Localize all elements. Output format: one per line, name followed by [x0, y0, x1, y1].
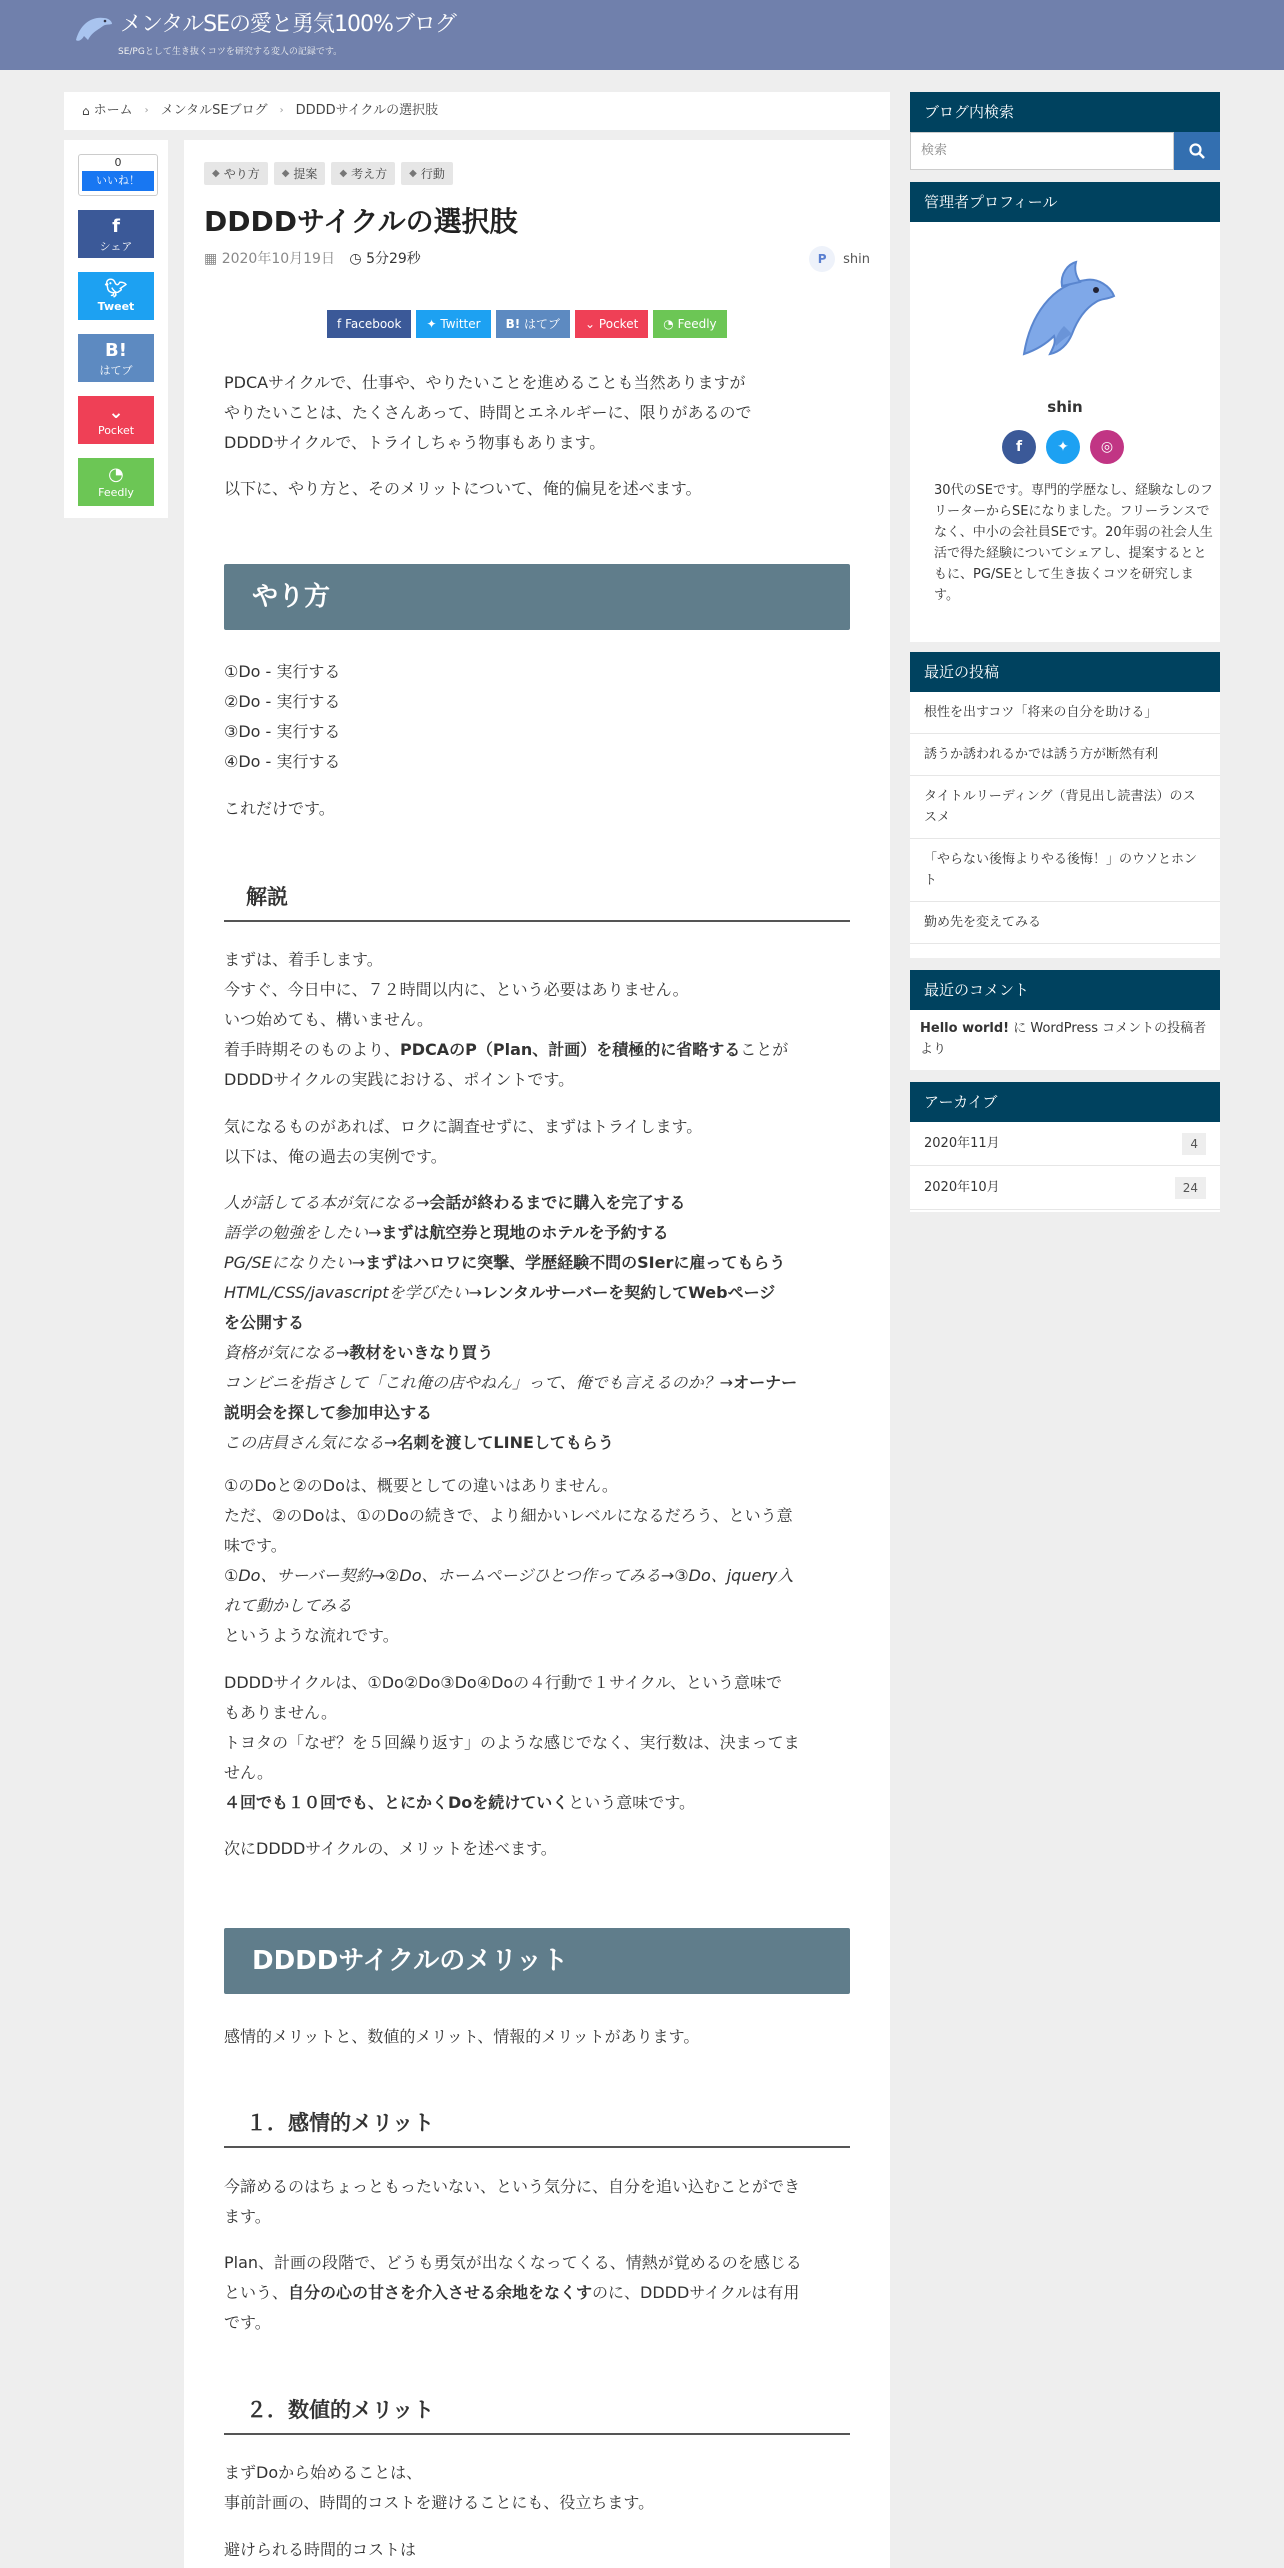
step-item: ③Do - 実行する	[224, 722, 341, 741]
heading-method: やり方	[224, 564, 850, 630]
text-line: 今すぐ、今日中に、７２時間以内に、という必要はありません。	[224, 980, 689, 999]
archive-count: 24	[1175, 1177, 1206, 1199]
author-name: shin	[843, 251, 870, 267]
pocket-icon: ⌄	[585, 317, 596, 331]
calendar-icon: ▦	[204, 251, 218, 267]
site-header	[0, 0, 1284, 70]
site-title: メンタルSEの愛と勇気100%ブログ	[120, 12, 456, 37]
profile-image	[1010, 256, 1120, 360]
tag-item[interactable]	[274, 162, 326, 185]
feedly-share-button[interactable]	[78, 458, 154, 506]
archive-item[interactable]	[910, 1122, 1220, 1166]
like-widget[interactable]	[78, 154, 158, 196]
heading-numeric-merit: ２．数値的メリット	[224, 2387, 850, 2435]
tag-list	[204, 162, 453, 185]
author-avatar: P	[809, 246, 835, 272]
recent-post-link[interactable]: 「やらない後悔よりやる後悔！」のウソとホント	[910, 839, 1220, 902]
clock-icon: ◷	[349, 251, 362, 267]
profile-name: shin	[1047, 398, 1083, 416]
feedly-button[interactable]	[653, 310, 726, 338]
dolphin-avatar-icon	[1010, 256, 1120, 356]
twitter-icon: 🐦︎	[104, 278, 128, 299]
recent-comment-item	[910, 1010, 1220, 1068]
explain-paragraph	[224, 945, 854, 1095]
author-info[interactable]	[809, 246, 870, 272]
text-line: いつ始めても、構いません。	[224, 1010, 433, 1029]
archive-month: 2020年11月	[924, 1135, 1000, 1151]
recent-comments-title: 最近のコメント	[910, 970, 1220, 1010]
breadcrumb-current: DDDDサイクルの選択肢	[295, 103, 439, 118]
example-item: 人が話してる本が気になる→会話が終わるまでに購入を完了する	[224, 1193, 686, 1212]
archive-title: アーカイブ	[910, 1082, 1220, 1122]
rss-icon: ◔	[108, 464, 124, 485]
profile-description: 30代のSEです。専門的学歴なし、経験なしのフリーターからSEになりました。フリーランスでなく、中小の会社員SEです。20年弱の社会人生活で得た経験についてシェアし、提案するとともに、PG/SEとして生き抜くコツを研究します。	[934, 483, 1213, 603]
archive-item[interactable]	[910, 1166, 1220, 1210]
post-date: 2020年10月19日	[221, 251, 335, 267]
text-line: れて動かしてみる	[224, 1596, 353, 1615]
example-item: 資格が気になる→教材をいきなり買う	[224, 1343, 494, 1362]
intro-line: DDDDサイクルで、トライしちゃう物事もあります。	[224, 433, 606, 452]
twitter-share-button[interactable]	[78, 272, 154, 320]
article-meta	[204, 248, 421, 268]
cycle-paragraph	[224, 1668, 854, 1818]
pocket-share-label: Pocket	[97, 424, 135, 437]
facebook-share-button[interactable]	[78, 210, 154, 258]
tag-icon: ◆	[212, 168, 220, 179]
hatena-label: はてブ	[524, 317, 561, 331]
like-button[interactable]: いいね！	[82, 171, 154, 191]
intro-paragraph-2: 以下に、やり方と、そのメリットについて、俺的偏見を述べます。	[224, 479, 702, 498]
chevron-right-icon: ›	[279, 105, 284, 116]
search-input[interactable]: 検索	[910, 132, 1174, 170]
tag-icon: ◆	[339, 168, 348, 179]
recent-posts-title: 最近の投稿	[910, 652, 1220, 692]
numeric-paragraph-2: 避けられる時間的コストは	[224, 2540, 417, 2559]
intro-line: やりたいことは、たくさんあって、時間とエネルギーに、限りがあるので	[224, 403, 752, 422]
text-line: ①Do、サーバー契約→②Do、ホームページひとつ作ってみる→③Do、jquery入	[224, 1566, 794, 1585]
tag-item[interactable]	[331, 162, 395, 185]
text-line: というような流れです。	[224, 1626, 399, 1645]
text-line: 着手時期そのものより、PDCAのP（Plan、計画）を積極的に省略することが	[224, 1040, 789, 1059]
twitter-icon[interactable]: ✦	[1046, 430, 1080, 464]
text-line: 事前計画の、時間的コストを避けることにも、役立ちます。	[224, 2493, 655, 2512]
site-subtitle: SE/PGとして生き抜くコツを研究する変人の記録です。	[118, 47, 343, 57]
pocket-label: Pocket	[598, 317, 639, 331]
intro-line: PDCAサイクルで、仕事や、やりたいことを進めることも当然ありますが	[224, 373, 746, 392]
text-line: 今諦めるのはちょっともったいない、という気分に、自分を追い込むことができ	[224, 2177, 801, 2196]
rss-icon: ◔	[663, 317, 674, 331]
example-item: PG/SEになりたい→まずはハロワに突撃、学歴経験不問のSIerに雇ってもらう	[224, 1253, 786, 1272]
twitter-icon: ✦	[426, 317, 437, 331]
facebook-button[interactable]	[327, 310, 411, 338]
tag-icon: ◆	[409, 168, 417, 179]
example-item: HTML/CSS/javascriptを学びたい→レンタルサーバーを契約してWebページ	[224, 1283, 776, 1302]
archive-month: 2020年10月	[924, 1179, 1000, 1195]
comment-post-link[interactable]: Hello world!	[920, 1021, 1010, 1036]
step-item: ④Do - 実行する	[224, 752, 341, 771]
hatena-share-label: はてブ	[99, 364, 133, 377]
example-item: 説明会を探して参加申込する	[224, 1403, 433, 1422]
profile-widget	[910, 182, 1220, 642]
sns-share-sidebar	[64, 140, 168, 518]
search-widget	[910, 92, 1220, 170]
explain-paragraph-2	[224, 1112, 854, 1172]
pocket-button[interactable]	[575, 310, 648, 338]
profile-widget-title: 管理者プロフィール	[910, 182, 1220, 222]
emotional-paragraph	[224, 2172, 854, 2232]
step-item: ①Do - 実行する	[224, 662, 341, 681]
dolphin-logo-icon	[70, 10, 114, 46]
feedly-label: Feedly	[677, 317, 717, 331]
text-line: 味です。	[224, 1536, 287, 1555]
text-line: Plan、計画の段階で、どうも勇気が出なくなってくる、情熱が覚めるのを感じる	[224, 2253, 802, 2272]
read-time: 5分29秒	[366, 251, 421, 267]
recent-post-link[interactable]: タイトルリーディング（背見出し読書法）のススメ	[910, 776, 1220, 839]
facebook-icon: f	[337, 317, 342, 331]
tag-item[interactable]	[401, 162, 453, 185]
tag-label: やり方	[223, 167, 260, 181]
archive-widget	[910, 1082, 1220, 1212]
article-title: DDDDサイクルの選択肢	[204, 205, 518, 238]
tag-icon: ◆	[281, 168, 290, 179]
comment-text: に WordPress コメントの投稿者 より	[920, 1021, 1207, 1057]
profile-social-links	[1002, 430, 1124, 464]
search-button[interactable]	[1174, 132, 1220, 170]
facebook-label: Facebook	[345, 317, 402, 331]
text-line: もありません。	[224, 1703, 337, 1722]
example-item: を公開する	[224, 1313, 305, 1332]
heading-emotional-merit: １．感情的メリット	[224, 2100, 850, 2148]
text-line: ①のDoと②のDoは、概要としての違いはありません。	[224, 1476, 618, 1495]
text-line: ４回でも１０回でも、とにかくDoを続けていくという意味です。	[224, 1793, 696, 1812]
share-buttons	[327, 310, 727, 338]
text-line: ます。	[224, 2207, 271, 2226]
do-explain-paragraph	[224, 1471, 854, 1651]
recent-post-link[interactable]: 誘うか誘われるかでは誘う方が断然有利	[910, 734, 1220, 776]
numeric-paragraph	[224, 2458, 854, 2518]
text-line: せん。	[224, 1763, 273, 1782]
twitter-label: Twitter	[440, 317, 481, 331]
archive-list	[910, 1122, 1220, 1210]
recent-comments-widget	[910, 970, 1220, 1070]
text-line: 気になるものがあれば、ロクに調査せずに、まずはトライします。	[224, 1117, 703, 1136]
text-line: です。	[224, 2313, 271, 2332]
example-item: 語学の勉強をしたい→まずは航空券と現地のホテルを予約する	[224, 1223, 669, 1242]
twitter-button[interactable]	[416, 310, 490, 338]
example-item: コンビニを指さして「これ俺の店やねん」って、俺でも言えるのか？→オーナー	[224, 1373, 798, 1392]
pocket-share-button[interactable]	[78, 396, 154, 444]
hatena-icon: B!	[105, 340, 127, 361]
hatena-button[interactable]	[496, 310, 570, 338]
feedly-share-label: Feedly	[98, 486, 134, 499]
recent-posts-widget	[910, 652, 1220, 958]
step-item: ②Do - 実行する	[224, 692, 341, 711]
facebook-icon: f	[112, 216, 120, 237]
tag-label: 考え方	[351, 167, 388, 181]
site-logo[interactable]	[70, 10, 456, 57]
tag-label: 提案	[293, 167, 318, 181]
emotional-paragraph-2	[224, 2248, 854, 2338]
breadcrumb	[64, 92, 890, 130]
twitter-share-label: Tweet	[97, 300, 135, 313]
facebook-share-label: シェア	[99, 240, 133, 253]
text-line: まずは、着手します。	[224, 950, 383, 969]
only-this-text: これだけです。	[224, 799, 335, 818]
heading-explain: 解説	[224, 874, 850, 922]
text-line: ただ、②のDoは、①のDoの続きで、より細かいレベルになるだろう、という意	[224, 1506, 793, 1525]
merit-intro: 感情的メリットと、数値的メリット、情報的メリットがあります。	[224, 2027, 700, 2046]
intro-paragraph	[224, 368, 854, 458]
text-line: トヨタの「なぜ？を５回繰り返す」のような感じでなく、実行数は、決まってま	[224, 1733, 800, 1752]
search-form	[910, 132, 1220, 170]
breadcrumb-home[interactable]: ホーム	[93, 103, 133, 118]
chevron-right-icon: ›	[144, 105, 149, 116]
facebook-icon[interactable]: f	[1002, 430, 1036, 464]
steps-list	[224, 657, 854, 777]
text-line: という、自分の心の甘さを介入させる余地をなくすのに、DDDDサイクルは有用	[224, 2283, 800, 2302]
recent-post-link[interactable]: 根性を出すコツ「将来の自分を助ける」	[910, 692, 1220, 734]
text-line: DDDDサイクルの実践における、ポイントです。	[224, 1070, 575, 1089]
breadcrumb-category[interactable]: メンタルSEブログ	[160, 103, 268, 118]
recent-posts-list	[910, 692, 1220, 944]
text-line: まずDoから始めることは、	[224, 2463, 423, 2482]
heading-merit: DDDDサイクルのメリット	[224, 1928, 850, 1994]
example-list	[224, 1188, 854, 1458]
text-line: 以下は、俺の過去の実例です。	[224, 1147, 447, 1166]
search-icon	[1188, 142, 1206, 160]
tag-item[interactable]	[204, 162, 268, 185]
hatena-share-button[interactable]	[78, 334, 154, 382]
example-item: この店員さん気になる→名刺を渡してLINEしてもらう	[224, 1433, 614, 1452]
pocket-icon: ⌄	[108, 402, 124, 423]
article	[184, 140, 890, 2568]
text-line: DDDDサイクルは、①Do②Do③Do④Doの４行動で１サイクル、という意味で	[224, 1673, 782, 1692]
tag-label: 行動	[420, 167, 445, 181]
recent-post-link[interactable]: 勤め先を変えてみる	[910, 902, 1220, 944]
home-icon: ⌂	[82, 104, 90, 118]
like-count: 0	[114, 156, 122, 169]
archive-count: 4	[1182, 1133, 1206, 1155]
search-widget-title: ブログ内検索	[910, 92, 1220, 132]
instagram-icon[interactable]: ◎	[1090, 430, 1124, 464]
hatena-icon: B!	[505, 317, 521, 331]
next-text: 次にDDDDサイクルの、メリットを述べます。	[224, 1839, 557, 1858]
